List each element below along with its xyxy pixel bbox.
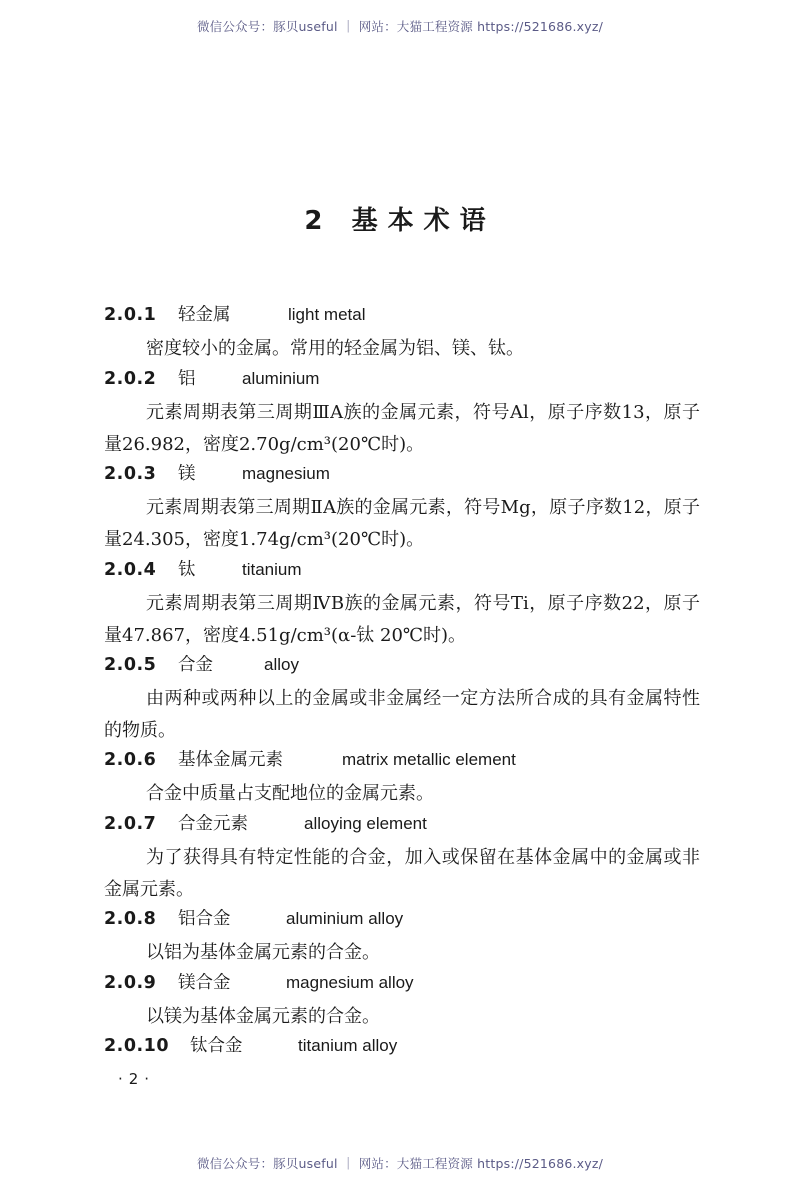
term-chinese: 合金 [178, 655, 213, 675]
term-chinese: 铝合金 [178, 909, 231, 929]
term-2-0-4 [104, 559, 302, 581]
watermark-top: 微信公众号：豚贝useful ｜ 网站：大猫工程资源 https://521686.xyz/ [196, 19, 604, 34]
term-english: alloying element [304, 814, 427, 833]
term-english: magnesium alloy [286, 973, 414, 992]
term-number: 2.0.1 [104, 305, 157, 325]
term-english: aluminium alloy [286, 909, 404, 928]
term-chinese: 镁 [178, 464, 196, 484]
term-definition: 为了获得具有特定性能的合金，加入或保留在基体金属中的金属或非金属元素。 [104, 847, 700, 900]
term-2-0-5 [104, 654, 299, 676]
term-chinese: 轻金属 [178, 305, 231, 325]
term-english: aluminium [242, 369, 320, 388]
term-2-0-1 [104, 304, 365, 326]
term-2-0-9 [104, 972, 414, 994]
term-chinese: 基体金属元素 [178, 750, 283, 770]
term-definition: 以镁为基体金属元素的合金。 [146, 1006, 380, 1027]
term-definition: 元素周期表第三周期ⅡA族的金属元素，符号Mg，原子序数12，原子量24.305，密度1.74g/cm³(20℃时)。 [104, 497, 700, 550]
term-chinese: 合金元素 [178, 814, 248, 834]
term-number: 2.0.8 [104, 909, 157, 929]
term-number: 2.0.4 [104, 560, 157, 580]
term-number: 2.0.6 [104, 750, 157, 770]
term-2-0-6 [104, 749, 516, 771]
term-definition: 元素周期表第三周期ⅢA族的金属元素，符号Al，原子序数13，原子量26.982，密度2.70g/cm³(20℃时)。 [104, 402, 700, 455]
term-number: 2.0.10 [104, 1036, 170, 1056]
term-definition: 元素周期表第三周期ⅣB族的金属元素，符号Ti，原子序数22，原子量47.867，密度4.51g/cm³(α-钛 20℃时)。 [104, 593, 700, 646]
term-chinese: 钛合金 [190, 1036, 243, 1056]
term-chinese: 钛 [178, 560, 196, 580]
term-2-0-2 [104, 368, 319, 390]
term-2-0-8 [104, 908, 403, 930]
term-chinese: 铝 [178, 369, 196, 389]
term-english: alloy [264, 655, 299, 674]
term-number: 2.0.5 [104, 655, 157, 675]
section-heading: 2 基本术语 [304, 206, 496, 236]
term-2-0-7 [104, 813, 427, 835]
term-number: 2.0.2 [104, 369, 157, 389]
term-english: matrix metallic element [342, 750, 516, 769]
term-english: magnesium [242, 464, 330, 483]
term-english: titanium [242, 560, 302, 579]
watermark-bottom: 微信公众号：豚贝useful ｜ 网站：大猫工程资源 https://521686.xyz/ [196, 1156, 604, 1171]
term-2-0-3 [104, 463, 330, 485]
term-english: light metal [288, 305, 366, 324]
term-number: 2.0.9 [104, 973, 157, 993]
term-english: titanium alloy [298, 1036, 398, 1055]
term-2-0-10 [104, 1035, 397, 1057]
term-definition: 合金中质量占支配地位的金属元素。 [146, 783, 434, 804]
term-definition: 密度较小的金属。常用的轻金属为铝、镁、钛。 [146, 338, 524, 359]
term-chinese: 镁合金 [178, 973, 231, 993]
page-number: ·2· [118, 1070, 156, 1088]
term-definition: 由两种或两种以上的金属或非金属经一定方法所合成的具有金属特性的物质。 [104, 688, 700, 741]
term-definition: 以铝为基体金属元素的合金。 [146, 942, 380, 963]
term-number: 2.0.7 [104, 814, 157, 834]
term-number: 2.0.3 [104, 464, 157, 484]
